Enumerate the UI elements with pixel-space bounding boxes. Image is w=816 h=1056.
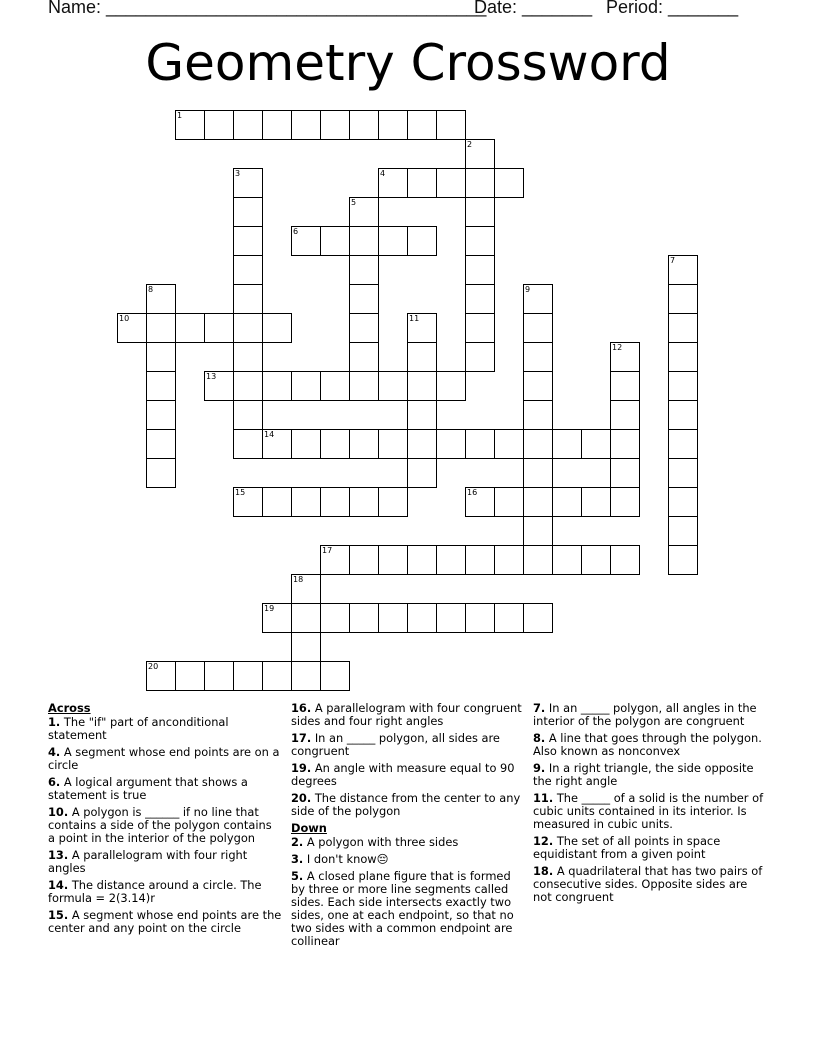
clue-item <box>533 865 767 904</box>
clues-column-2 <box>291 702 523 952</box>
grid-cell[interactable] <box>233 110 263 140</box>
grid-cell[interactable] <box>407 545 437 575</box>
clue-item <box>48 849 282 875</box>
grid-cell[interactable] <box>581 487 611 517</box>
grid-cell[interactable] <box>465 284 495 314</box>
clues-column-1 <box>48 702 282 939</box>
grid-cell[interactable] <box>262 487 292 517</box>
grid-cell[interactable] <box>436 168 466 198</box>
grid-cell[interactable] <box>436 429 466 459</box>
grid-cell[interactable] <box>320 603 350 633</box>
grid-cell[interactable] <box>378 603 408 633</box>
grid-cell[interactable] <box>233 342 263 372</box>
grid-cell[interactable] <box>407 400 437 430</box>
grid-cell[interactable] <box>291 371 321 401</box>
grid-cell[interactable] <box>349 545 379 575</box>
grid-cell[interactable] <box>349 371 379 401</box>
clue-number-label: 2 <box>467 140 473 149</box>
grid-cell[interactable] <box>349 429 379 459</box>
grid-cell[interactable] <box>581 429 611 459</box>
clue-item <box>291 853 523 866</box>
clue-number: 8. <box>533 731 546 745</box>
grid-cell[interactable] <box>204 313 234 343</box>
grid-cell[interactable] <box>233 284 263 314</box>
clue-number: 2. <box>291 835 304 849</box>
grid-cell[interactable] <box>610 400 640 430</box>
grid-cell[interactable] <box>668 400 698 430</box>
down-heading: Down <box>291 821 327 835</box>
grid-cell[interactable] <box>146 342 176 372</box>
grid-cell[interactable] <box>668 313 698 343</box>
grid-cell[interactable] <box>262 110 292 140</box>
grid-cell[interactable] <box>349 255 379 285</box>
clue-number-label: 3 <box>235 169 241 178</box>
grid-cell[interactable] <box>349 284 379 314</box>
grid-cell[interactable] <box>146 458 176 488</box>
grid-cell[interactable] <box>523 400 553 430</box>
grid-cell[interactable] <box>320 110 350 140</box>
grid-cell[interactable] <box>233 371 263 401</box>
grid-cell[interactable] <box>465 255 495 285</box>
grid-cell[interactable] <box>291 603 321 633</box>
grid-cell[interactable] <box>668 342 698 372</box>
grid-cell[interactable] <box>436 603 466 633</box>
clue-number: 1. <box>48 715 61 729</box>
clue-number: 5. <box>291 869 304 883</box>
grid-cell[interactable] <box>378 371 408 401</box>
page-title: Geometry Crossword <box>145 34 671 92</box>
grid-cell[interactable] <box>291 632 321 662</box>
clue-number-label: 11 <box>409 314 420 323</box>
grid-cell[interactable] <box>349 313 379 343</box>
grid-cell[interactable] <box>581 545 611 575</box>
grid-cell[interactable] <box>494 603 524 633</box>
clue-number-label: 19 <box>264 604 275 613</box>
clue-number: 16. <box>291 701 312 715</box>
clue-text: In an _____ polygon, all sides are congruent <box>291 731 500 758</box>
grid-cell[interactable] <box>407 603 437 633</box>
clue-number-label: 5 <box>351 198 357 207</box>
grid-cell[interactable] <box>233 226 263 256</box>
clue-number-label: 18 <box>293 575 304 584</box>
grid-cell[interactable] <box>349 342 379 372</box>
grid-cell[interactable] <box>320 661 350 691</box>
clue-item <box>291 732 523 758</box>
clue-number-label: 10 <box>119 314 130 323</box>
grid-cell[interactable] <box>349 487 379 517</box>
grid-cell[interactable] <box>349 226 379 256</box>
grid-cell[interactable] <box>291 110 321 140</box>
clue-item <box>533 835 767 861</box>
grid-cell[interactable] <box>610 458 640 488</box>
date-field[interactable]: Date: _______ <box>474 0 593 17</box>
clue-number-label: 8 <box>148 285 154 294</box>
grid-cell[interactable] <box>146 429 176 459</box>
grid-cell[interactable] <box>233 313 263 343</box>
grid-cell[interactable] <box>494 168 524 198</box>
clue-number-label: 17 <box>322 546 333 555</box>
grid-cell[interactable] <box>668 371 698 401</box>
grid-cell[interactable] <box>378 429 408 459</box>
clue-number-label: 9 <box>525 285 531 294</box>
grid-cell[interactable] <box>378 110 408 140</box>
clue-number: 3. <box>291 852 304 866</box>
grid-cell[interactable] <box>494 545 524 575</box>
grid-cell[interactable] <box>668 545 698 575</box>
grid-cell[interactable] <box>407 429 437 459</box>
grid-cell[interactable] <box>436 371 466 401</box>
grid-cell[interactable] <box>407 168 437 198</box>
grid-cell[interactable] <box>320 371 350 401</box>
grid-cell[interactable] <box>668 458 698 488</box>
grid-cell[interactable] <box>523 516 553 546</box>
clue-item <box>48 776 282 802</box>
grid-cell[interactable] <box>610 371 640 401</box>
clue-number-label: 15 <box>235 488 246 497</box>
clue-item <box>48 806 282 845</box>
grid-cell[interactable] <box>465 168 495 198</box>
grid-cell[interactable] <box>233 661 263 691</box>
clue-number-label: 4 <box>380 169 386 178</box>
clue-number-label: 14 <box>264 430 275 439</box>
grid-cell[interactable] <box>262 313 292 343</box>
clue-number-label: 20 <box>148 662 159 671</box>
clue-text: An angle with measure equal to 90 degrees <box>291 761 515 788</box>
grid-cell[interactable] <box>523 342 553 372</box>
clue-text: A logical argument that shows a statement is true <box>48 775 248 802</box>
clue-number: 9. <box>533 761 546 775</box>
grid-cell[interactable] <box>407 371 437 401</box>
grid-cell[interactable] <box>552 429 582 459</box>
clue-text: The distance around a circle. The formula = 2(3.14)r <box>48 878 262 905</box>
grid-cell[interactable] <box>146 313 176 343</box>
grid-cell[interactable] <box>175 313 205 343</box>
grid-cell[interactable] <box>262 661 292 691</box>
grid-cell[interactable] <box>146 400 176 430</box>
clue-number: 11. <box>533 791 554 805</box>
clue-number-label: 7 <box>670 256 676 265</box>
clue-text: A parallelogram with four right angles <box>48 848 248 875</box>
grid-cell[interactable] <box>233 400 263 430</box>
grid-cell[interactable] <box>407 458 437 488</box>
clue-number-label: 16 <box>467 488 478 497</box>
grid-cell[interactable] <box>610 545 640 575</box>
grid-cell[interactable] <box>465 429 495 459</box>
grid-cell[interactable] <box>523 545 553 575</box>
grid-cell[interactable] <box>465 545 495 575</box>
grid-cell[interactable] <box>349 110 379 140</box>
clue-number: 7. <box>533 701 546 715</box>
grid-cell[interactable] <box>204 110 234 140</box>
clue-item <box>291 792 523 818</box>
grid-cell[interactable] <box>523 603 553 633</box>
clue-item <box>48 879 282 905</box>
grid-cell[interactable] <box>378 226 408 256</box>
grid-cell[interactable] <box>320 429 350 459</box>
clue-text: A segment whose end points are on a circle <box>48 745 280 772</box>
clue-item <box>291 836 523 849</box>
grid-cell[interactable] <box>523 458 553 488</box>
grid-cell[interactable] <box>407 110 437 140</box>
grid-cell[interactable] <box>610 429 640 459</box>
grid-cell[interactable] <box>320 487 350 517</box>
grid-cell[interactable] <box>465 313 495 343</box>
grid-cell[interactable] <box>262 371 292 401</box>
grid-cell[interactable] <box>291 661 321 691</box>
grid-cell[interactable] <box>523 371 553 401</box>
grid-cell[interactable] <box>610 487 640 517</box>
clue-number: 4. <box>48 745 61 759</box>
grid-cell[interactable] <box>552 487 582 517</box>
grid-cell[interactable] <box>668 284 698 314</box>
clue-number-label: 1 <box>177 111 183 120</box>
clue-text: A segment whose end points are the center and any point on the circle <box>48 908 282 935</box>
clue-text: A polygon with three sides <box>306 835 459 849</box>
clue-text: In a right triangle, the side opposite the right angle <box>533 761 754 788</box>
clue-item <box>291 762 523 788</box>
grid-cell[interactable] <box>320 226 350 256</box>
clue-number: 13. <box>48 848 69 862</box>
clue-number: 20. <box>291 791 312 805</box>
grid-cell[interactable] <box>407 226 437 256</box>
clue-text: The "if" part of anconditional statement <box>48 715 229 742</box>
grid-cell[interactable] <box>523 429 553 459</box>
grid-cell[interactable] <box>465 342 495 372</box>
name-field[interactable]: Name: ______________________________________ <box>48 0 487 17</box>
clue-text: A line that goes through the polygon. Also known as nonconvex <box>533 731 762 758</box>
grid-cell[interactable] <box>175 661 205 691</box>
clue-text: A quadrilateral that has two pairs of consecutive sides. Opposite sides are not congruent <box>533 864 763 904</box>
clue-number: 14. <box>48 878 69 892</box>
clue-text: The set of all points in space equidistant from a given point <box>533 834 721 861</box>
grid-cell[interactable] <box>378 545 408 575</box>
clue-number: 19. <box>291 761 312 775</box>
grid-cell[interactable] <box>668 487 698 517</box>
clue-item <box>291 870 523 948</box>
grid-cell[interactable] <box>523 313 553 343</box>
grid-cell[interactable] <box>204 661 234 691</box>
clue-number-label: 12 <box>612 343 623 352</box>
clue-text: In an _____ polygon, all angles in the interior of the polygon are congruent <box>533 701 757 728</box>
grid-cell[interactable] <box>291 487 321 517</box>
clue-number: 17. <box>291 731 312 745</box>
clue-item <box>48 909 282 935</box>
grid-cell[interactable] <box>436 110 466 140</box>
clue-number: 18. <box>533 864 554 878</box>
grid-cell[interactable] <box>233 197 263 227</box>
clue-item <box>533 702 767 728</box>
grid-cell[interactable] <box>465 197 495 227</box>
clue-text: The distance from the center to any side of the polygon <box>291 791 521 818</box>
clue-text: I don't know😔 <box>306 852 389 866</box>
grid-cell[interactable] <box>668 516 698 546</box>
grid-cell[interactable] <box>494 487 524 517</box>
grid-cell[interactable] <box>146 371 176 401</box>
clues-column-3 <box>533 702 767 908</box>
grid-cell[interactable] <box>407 342 437 372</box>
clue-number: 10. <box>48 805 69 819</box>
clue-item <box>48 716 282 742</box>
across-heading: Across <box>48 701 91 715</box>
grid-cell[interactable] <box>465 603 495 633</box>
grid-cell[interactable] <box>233 255 263 285</box>
clue-item <box>533 732 767 758</box>
clue-item <box>48 746 282 772</box>
grid-cell[interactable] <box>465 226 495 256</box>
clue-text: A polygon is ______ if no line that contains a side of the polygon contains a point in the interior of the polygon <box>48 805 272 845</box>
clue-item <box>291 702 523 728</box>
clue-text: A parallelogram with four congruent sides and four right angles <box>291 701 522 728</box>
clue-text: A closed plane figure that is formed by three or more line segments called sides. Each side intersects exactly two sides, one at each endpoint, so that no two sides with a common endpoint are collinear <box>291 869 514 948</box>
clue-item <box>533 792 767 831</box>
grid-cell[interactable] <box>291 429 321 459</box>
grid-cell[interactable] <box>668 429 698 459</box>
clue-number: 12. <box>533 834 554 848</box>
grid-cell[interactable] <box>233 429 263 459</box>
grid-cell[interactable] <box>523 487 553 517</box>
grid-cell[interactable] <box>494 429 524 459</box>
clue-number-label: 13 <box>206 372 217 381</box>
grid-cell[interactable] <box>349 603 379 633</box>
clue-text: The _____ of a solid is the number of cubic units contained in its interior. Is measured in cubic units. <box>533 791 764 831</box>
grid-cell[interactable] <box>378 487 408 517</box>
clue-number: 6. <box>48 775 61 789</box>
clue-number-label: 6 <box>293 227 299 236</box>
period-field[interactable]: Period: _______ <box>606 0 739 17</box>
grid-cell[interactable] <box>436 545 466 575</box>
grid-cell[interactable] <box>552 545 582 575</box>
clue-item <box>533 762 767 788</box>
clue-number: 15. <box>48 908 69 922</box>
